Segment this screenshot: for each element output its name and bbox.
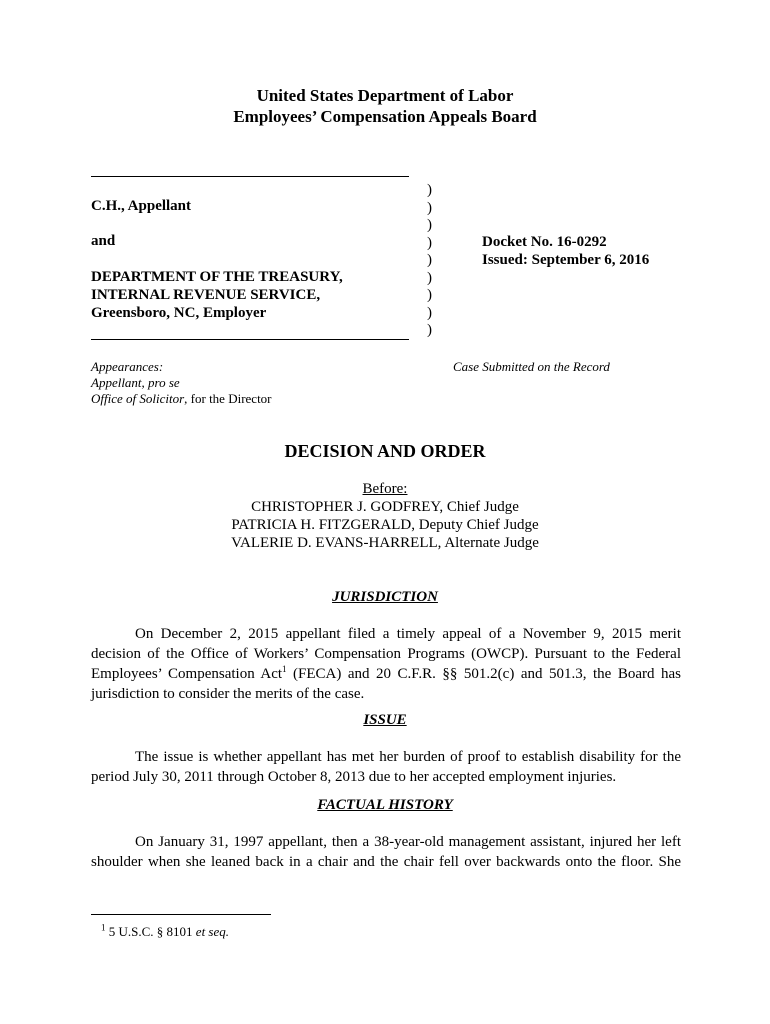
- footnote-rule: [91, 914, 271, 915]
- decision-title: DECISION AND ORDER: [284, 441, 486, 461]
- solicitor-appearance: [91, 391, 272, 407]
- caption-bottom-rule: [91, 339, 409, 340]
- before-label: Before:: [362, 481, 408, 497]
- footnote-text: 5 U.S.C. § 8101: [105, 924, 196, 939]
- jurisdiction-text-a: On December 2, 2015 appellant filed a timely appeal of a November 9, 2015 merit decision of the Office of Workers’ Compensation Programs (OWCP). Pursuant to the Federal Employees’ Compensation Act: [91, 626, 681, 682]
- judge-3: VALERIE D. EVANS-HARRELL, Alternate Judge: [231, 535, 539, 551]
- paren: ): [427, 234, 432, 251]
- footnote-italic: et seq.: [195, 924, 230, 939]
- judge-2: PATRICIA H. FITZGERALD, Deputy Chief Judge: [231, 517, 539, 533]
- paren: ): [427, 322, 432, 338]
- paren: ): [427, 182, 432, 198]
- factual-history-text: On January 31, 1997 appellant, then a 38-year-old management assistant, injured her left shoulder when she leaned back in a chair and the chair fell over backwards onto the floor. She: [91, 834, 681, 870]
- appellant-appearance: Appellant, pro se: [91, 375, 180, 390]
- docket-number: Docket No. 16-0292: [482, 234, 607, 250]
- paren: ): [427, 287, 432, 303]
- appearances-label: Appearances:: [91, 359, 164, 374]
- employer-line-3: Greensboro, NC, Employer: [91, 305, 267, 321]
- appellant-name: C.H., Appellant: [91, 198, 192, 214]
- paren: ): [427, 199, 432, 216]
- caption-parenthesis-column: [427, 182, 432, 340]
- board-title: Employees’ Compensation Appeals Board: [233, 107, 537, 126]
- employer-line-2: INTERNAL REVENUE SERVICE,: [91, 287, 321, 303]
- footnote-reference: 1: [282, 664, 287, 674]
- solicitor-office: Office of Solicitor: [91, 391, 185, 406]
- footnote-number: 1: [101, 922, 106, 933]
- caption-top-rule: [91, 176, 409, 177]
- case-submitted-note: Case Submitted on the Record: [453, 359, 610, 374]
- agency-title: United States Department of Labor: [256, 86, 514, 105]
- and-text: and: [91, 233, 116, 249]
- factual-history-paragraph: [91, 832, 681, 872]
- issue-text: The issue is whether appellant has met her burden of proof to establish disability for the period July 30, 2011 through October 8, 2013 due to her accepted employment injuries.: [91, 749, 681, 785]
- jurisdiction-text-b: (FECA) and 20 C.F.R. §§ 501.2(c) and 501.3, the Board has jurisdiction to consider the merits of the case.: [91, 666, 681, 702]
- judge-1: CHRISTOPHER J. GODFREY, Chief Judge: [251, 499, 519, 515]
- paren: ): [427, 304, 432, 321]
- factual-history-heading: FACTUAL HISTORY: [317, 797, 453, 813]
- issue-heading: ISSUE: [363, 712, 407, 728]
- jurisdiction-paragraph: [91, 624, 681, 704]
- paren: ): [427, 217, 432, 233]
- issue-paragraph: [91, 747, 681, 787]
- solicitor-role: , for the Director: [184, 391, 272, 406]
- paren: ): [427, 252, 432, 268]
- paren: ): [427, 269, 432, 286]
- jurisdiction-heading: JURISDICTION: [332, 589, 438, 605]
- employer-line-1: DEPARTMENT OF THE TREASURY,: [91, 269, 343, 285]
- footnote: [101, 924, 229, 940]
- issued-date: Issued: September 6, 2016: [482, 252, 650, 268]
